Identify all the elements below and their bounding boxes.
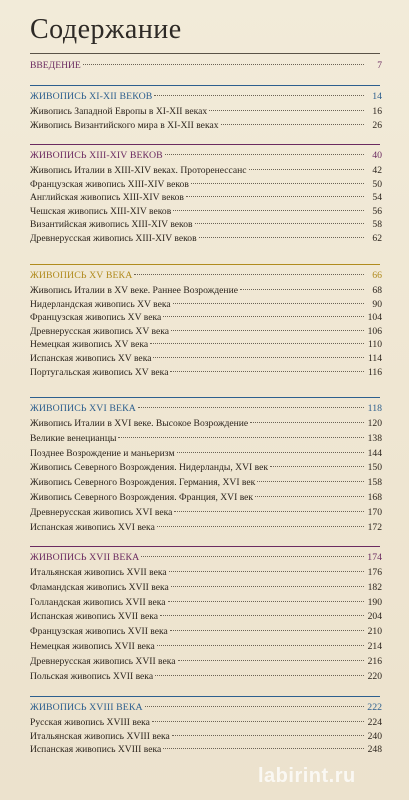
toc-entry [30,206,382,218]
toc-entry [30,418,382,430]
toc-page-number: 14 [372,91,382,102]
dot-leader [154,95,364,96]
toc-entry-label: Английская живопись XIII-XIV веков [30,192,184,204]
toc-entry-label: Живопись Италии в XIII-XIV веках. Проторенессанс [30,165,247,176]
toc-heading-label: ЖИВОПИСЬ XVII ВЕКА [30,552,140,563]
toc-entry [30,312,382,324]
dot-leader [173,303,364,304]
dot-leader [186,196,364,197]
toc-entry-label: Французская живопись XIII-XIV веков [30,178,189,190]
toc-entry [30,507,382,519]
toc-page-number: 104 [367,312,382,324]
toc-page-number: 106 [367,325,382,337]
dot-leader [171,586,364,587]
toc-page-number: 26 [372,119,382,131]
toc-page-number: 158 [367,477,382,489]
toc-entry [30,522,382,534]
toc-entry-label: Древнерусская живопись XV века [30,325,170,337]
toc-page-number: 120 [367,418,382,429]
dot-leader [169,571,364,572]
toc-page-number: 248 [367,744,382,756]
toc-entry [30,671,382,683]
toc-page-number: 150 [367,462,382,474]
toc-entry [30,492,382,504]
toc-page-number: 116 [367,366,382,378]
dot-leader [255,496,364,497]
toc-section-heading [30,552,382,564]
toc-entry [30,106,382,118]
toc-intro-page: 7 [377,60,382,71]
toc-heading-label: ЖИВОПИСЬ XVI ВЕКА [30,403,136,414]
toc-page-number: 114 [367,353,382,364]
toc-section-heading [30,91,382,103]
dot-leader [195,223,364,224]
toc-entry [30,477,382,489]
toc-entry-label: Испанская живопись XVI века [30,521,155,533]
toc-page-number: 66 [372,270,382,281]
dot-leader [163,316,364,317]
toc-heading-label: ЖИВОПИСЬ XIII-XIV ВЕКОВ [30,150,163,161]
dot-leader [138,407,364,408]
toc-entry-label: Живопись Италии в XVI веке. Высокое Возрождение [30,418,249,429]
toc-section-heading [30,403,382,415]
toc-page-number: 50 [372,178,382,190]
toc-entry-label: Русская живопись XVIII века [30,717,150,728]
dot-leader [171,330,364,331]
watermark-logo: labirint.ru [258,765,356,787]
toc-page-number: 190 [367,596,382,608]
toc-entry-label: Живопись Северного Возрождения. Франция, XVI век [30,492,254,503]
toc-entry-label: Древнерусская живопись XVI века [30,506,173,518]
section-rule [30,144,380,145]
toc-entry-label: Итальянская живопись XVIII века [30,730,170,742]
dot-leader [209,110,364,111]
toc-page-number: 224 [367,717,382,728]
toc-entry [30,582,382,594]
toc-entry-label: Фламандская живопись XVII века [30,581,169,593]
toc-page-number: 222 [367,702,382,713]
dot-leader [170,630,364,631]
toc-section-heading [30,150,382,162]
toc-entry [30,567,382,579]
toc-entry [30,626,382,638]
toc-entry [30,339,382,351]
toc-page-number: 214 [367,641,382,652]
toc-page-number: 216 [367,655,382,667]
toc-page-number: 110 [367,339,382,351]
toc-entry-label: Португальская живопись XV века [30,366,169,378]
toc-page-number: 210 [367,626,382,638]
toc-page-number: 176 [367,567,382,578]
dot-leader [150,343,364,344]
toc-entry-label: Итальянская живопись XVII века [30,567,167,578]
dot-leader [191,183,364,184]
toc-entry-label: Французская живопись XV века [30,312,162,324]
toc-page-number: 118 [367,403,382,414]
toc-entry [30,233,382,245]
dot-leader [170,371,364,372]
toc-entry [30,597,382,609]
toc-page-number: 40 [372,150,382,161]
toc-entry-label: Немецкая живопись XV века [30,339,149,351]
toc-entry [30,744,382,756]
toc-page-number: 58 [372,219,382,231]
toc-page-number: 174 [367,552,382,563]
toc-entry-label: Живопись Италии в XV веке. Раннее Возрождение [30,285,238,296]
toc-entry-label: Польская живопись XVII века [30,670,154,682]
toc-entry-label: Живопись Северного Возрождения. Нидерланды, XVI век [30,462,269,474]
dot-leader [165,154,364,155]
toc-entry-label: Испанская живопись XV века [30,353,152,364]
page-title: Содержание [30,14,182,45]
toc-entry-label: Великие венецианцы [30,432,117,444]
toc-entry [30,219,382,231]
dot-leader [257,481,364,482]
dot-leader [153,357,364,358]
toc-heading-label: ЖИВОПИСЬ XI-XII ВЕКОВ [30,91,153,102]
toc-page-number: 220 [367,670,382,682]
toc-entry [30,367,382,379]
toc-intro-row [30,60,382,72]
toc-entry [30,717,382,729]
dot-leader [152,721,364,722]
toc-page-number: 90 [372,298,382,310]
toc-entry-label: Испанская живопись XVII века [30,611,159,623]
toc-entry [30,641,382,653]
toc-page-number: 16 [372,106,382,117]
toc-page-number: 182 [367,581,382,593]
toc-intro-label: ВВЕДЕНИЕ [30,60,81,71]
dot-leader [134,274,364,275]
section-rule [30,397,380,398]
section-rule [30,546,380,547]
toc-entry [30,192,382,204]
toc-entry [30,611,382,623]
dot-leader [240,289,364,290]
dot-leader [199,237,364,238]
dot-leader [157,645,364,646]
toc-section-heading [30,270,382,282]
dot-leader [249,169,364,170]
dot-leader [83,64,364,65]
dot-leader [157,526,364,527]
toc-entry [30,299,382,311]
toc-entry-label: Нидерландская живопись XV века [30,298,171,310]
toc-entry [30,433,382,445]
toc-entry-label: Древнерусская живопись XIII-XIV веков [30,233,197,244]
dot-leader [270,466,364,467]
dot-leader [155,675,364,676]
toc-page-number: 54 [372,192,382,204]
toc-entry-label: Испанская живопись XVIII века [30,744,162,756]
toc-page-number: 240 [367,730,382,742]
dot-leader [177,452,364,453]
section-rule [30,264,380,265]
title-rule [30,53,380,54]
toc-entry-label: Позднее Возрождение и маньеризм [30,447,175,459]
section-rule [30,696,380,697]
section-rule [30,85,380,86]
toc-page-number: 42 [372,165,382,176]
toc-page-number: 56 [372,205,382,217]
dot-leader [163,748,364,749]
toc-page-number: 204 [367,611,382,623]
toc-entry-label: Древнерусская живопись XVII века [30,655,176,667]
toc-page-number: 138 [367,432,382,444]
toc-page-number: 172 [367,521,382,533]
dot-leader [160,615,364,616]
toc-entry [30,731,382,743]
toc-entry-label: Немецкая живопись XVII века [30,641,155,652]
toc-page-number: 170 [367,506,382,518]
toc-heading-label: ЖИВОПИСЬ XV ВЕКА [30,270,133,281]
toc-entry-label: Византийская живопись XIII-XIV веков [30,219,193,231]
toc-entry [30,462,382,474]
toc-entry-label: Французская живопись XVII века [30,626,168,638]
toc-entry-label: Живопись Западной Европы в XI-XII веках [30,106,208,117]
dot-leader [174,511,364,512]
dot-leader [145,706,364,707]
dot-leader [141,556,364,557]
toc-entry [30,179,382,191]
toc-entry [30,656,382,668]
toc-entry-label: Живопись Северного Возрождения. Германия, XVI век [30,477,256,489]
toc-entry [30,353,382,365]
toc-page-number: 68 [372,285,382,296]
dot-leader [173,210,364,211]
dot-leader [118,437,364,438]
toc-entry [30,326,382,338]
toc-entry-label: Голландская живопись XVII века [30,596,166,608]
dot-leader [168,601,364,602]
dot-leader [172,735,364,736]
toc-page-number: 168 [367,492,382,503]
toc-page-number: 144 [367,447,382,459]
toc-entry [30,448,382,460]
toc-entry [30,285,382,297]
dot-leader [221,124,364,125]
toc-entry [30,165,382,177]
dot-leader [178,660,364,661]
toc-page-number: 62 [372,233,382,244]
dot-leader [250,422,364,423]
toc-entry [30,120,382,132]
toc-section-heading [30,702,382,714]
toc-entry-label: Живопись Византийского мира в XI-XII веках [30,119,219,131]
toc-entry-label: Чешская живопись XIII-XIV веков [30,205,172,217]
toc-heading-label: ЖИВОПИСЬ XVIII ВЕКА [30,702,143,713]
